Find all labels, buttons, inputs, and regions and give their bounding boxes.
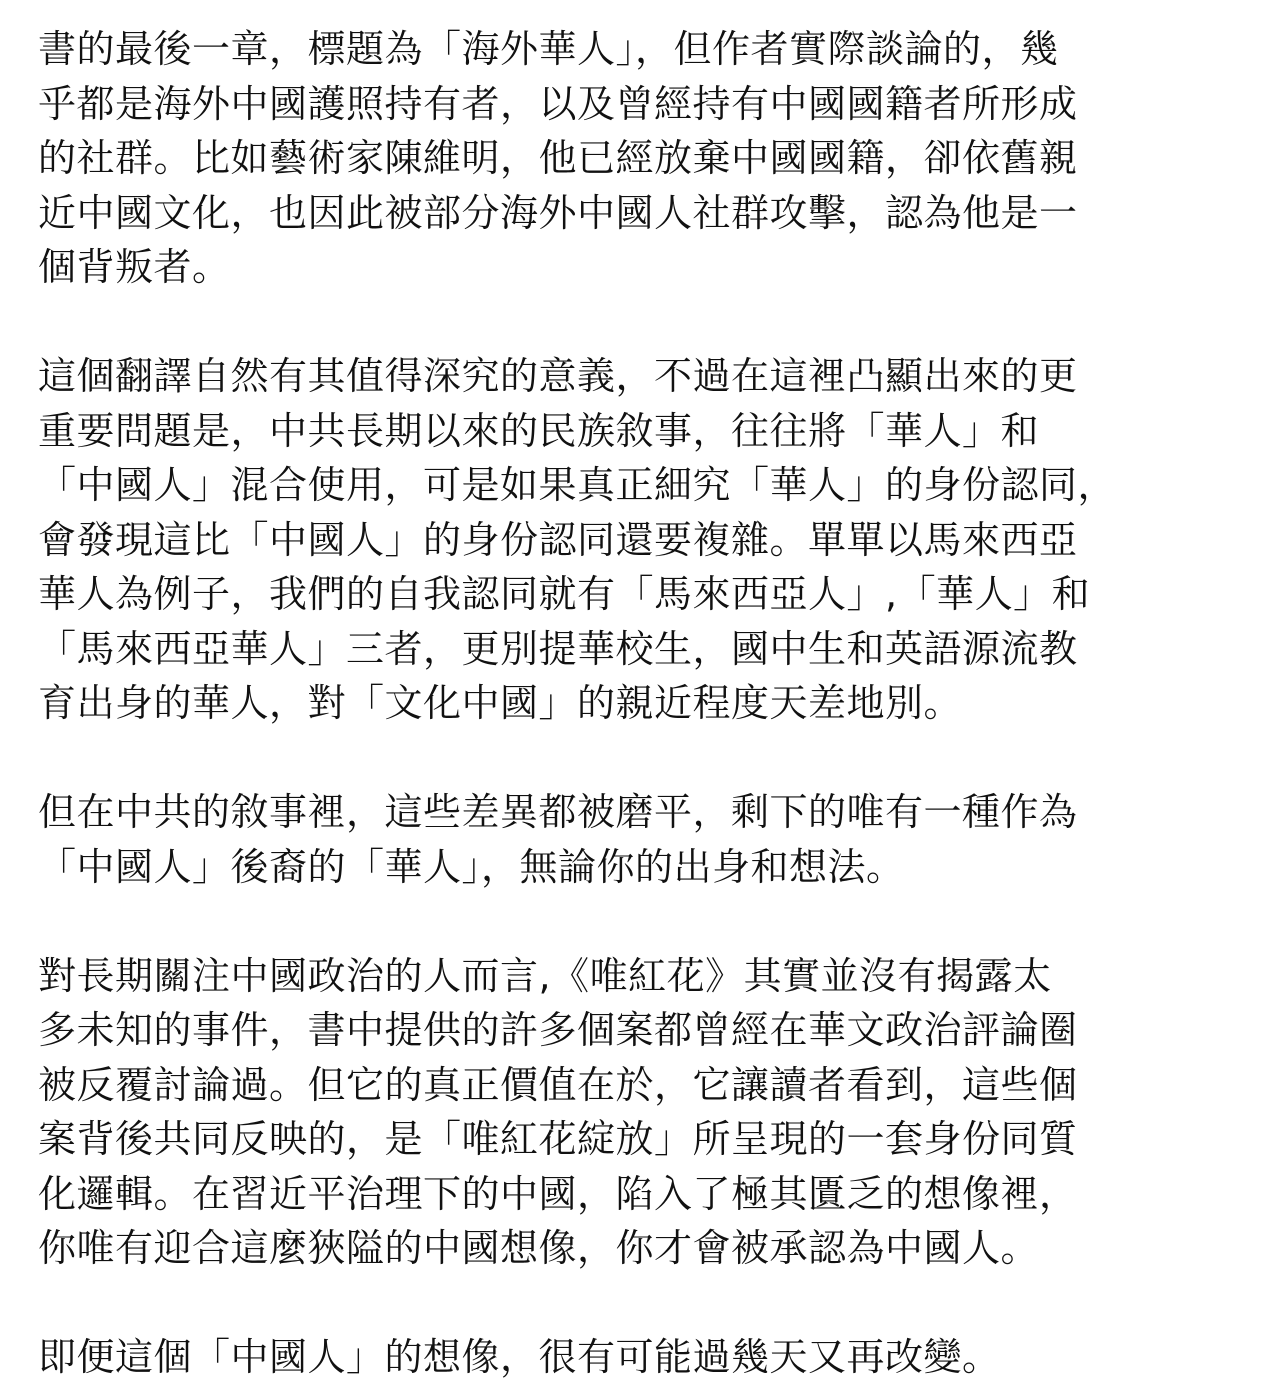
paragraph-5 <box>38 1330 1250 1385</box>
text-line: 「中國人」混合使用，可是如果真正細究「華人」的身份認同， <box>38 463 1117 507</box>
text-line: 即便這個「中國人」的想像，很有可能過幾天又再改變。 <box>38 1335 1001 1379</box>
text-line: 「馬來西亞華人」三者，更別提華校生，國中生和英語源流教 <box>38 626 1078 671</box>
text-line: 這個翻譯自然有其值得深究的意義，不過在這裡凸顯出來的更 <box>38 354 1078 398</box>
text-line: 對長期關注中國政治的人而言,《唯紅花》其實並沒有揭露太 <box>38 953 1052 998</box>
paragraph-spacer <box>38 894 1250 949</box>
text-line: 會發現這比「中國人」的身份認同還要複雜。單單以馬來西亞 <box>38 517 1078 562</box>
paragraph-spacer <box>38 295 1250 350</box>
text-line: 案背後共同反映的，是「唯紅花綻放」所呈現的一套身份同質 <box>38 1117 1078 1161</box>
text-line: 化邏輯。在習近平治理下的中國，陷入了極其匱乏的想像裡， <box>38 1171 1078 1216</box>
text-line: 多未知的事件，書中提供的許多個案都曾經在華文政治評論圈 <box>38 1008 1078 1052</box>
paragraph-4 <box>38 949 1250 1276</box>
paragraph-2 <box>38 349 1250 731</box>
text-line: 個背叛者。 <box>38 245 231 289</box>
paragraph-spacer <box>38 731 1250 786</box>
paragraph-spacer <box>38 1276 1250 1331</box>
text-line: 的社群。比如藝術家陳維明，他已經放棄中國國籍，卻依舊親 <box>38 136 1078 180</box>
text-line: 但在中共的敘事裡，這些差異都被磨平，剩下的唯有一種作為 <box>38 790 1078 834</box>
text-line: 書的最後一章，標題為「海外華人」，但作者實際談論的，幾 <box>38 27 1059 71</box>
text-line: 育出身的華人，對「文化中國」的親近程度天差地別。 <box>38 681 963 725</box>
paragraph-3 <box>38 785 1250 894</box>
text-line: 重要問題是，中共長期以來的民族敘事，往往將「華人」和 <box>38 408 1040 453</box>
text-line: 「中國人」後裔的「華人」，無論你的出身和想法。 <box>38 844 905 889</box>
paragraph-1 <box>38 22 1250 295</box>
text-line: 乎都是海外中國護照持有者，以及曾經持有中國國籍者所形成 <box>38 81 1078 126</box>
text-line: 你唯有迎合這麼狹隘的中國想像，你才會被承認為中國人。 <box>38 1226 1040 1270</box>
text-line: 華人為例子，我們的自我認同就有「馬來西亞人」,「華人」和 <box>38 572 1091 616</box>
text-line: 近中國文化，也因此被部分海外中國人社群攻擊，認為他是一 <box>38 190 1078 235</box>
text-line: 被反覆討論過。但它的真正價值在於，它讓讀者看到，這些個 <box>38 1062 1078 1107</box>
